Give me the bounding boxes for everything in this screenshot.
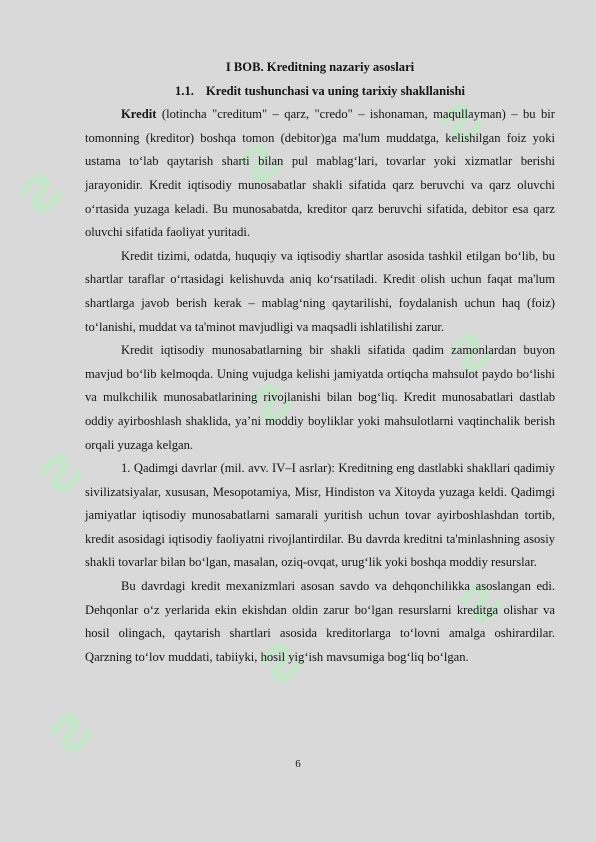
watermark-logo: ꙅ <box>230 355 314 439</box>
paragraph <box>85 103 555 245</box>
paragraph <box>85 339 555 457</box>
watermark-logo: ꙅ <box>20 425 104 509</box>
paragraph <box>85 245 555 339</box>
watermark-logo: ꙅ <box>420 75 504 159</box>
section-heading <box>85 80 555 104</box>
watermark-logo: ꙅ <box>0 145 84 229</box>
paragraph <box>85 575 555 669</box>
watermark-logo: ꙅ <box>430 305 514 389</box>
watermark-logo: ꙅ <box>240 615 324 699</box>
section-title: Kredit tushunchasi va uning tarixiy shakllanishi <box>205 83 465 98</box>
paragraph-text: Bu davrdagi kredit mexanizmlari asosan savdo va dehqonchilikka asoslangan edi. Dehqonlar o‘z yerlarida ekin ekishdan oldin zarur bo‘lgan resurslarni kreditga olishar va hosil olingach, qaytarish shartlari asosida kreditorlarga to‘lovni amalga oshirardilar. Qarzning to‘lov muddati, tabiiyki, hosil yig‘ish mavsumiga bog‘liq bo‘lgan. <box>85 579 555 664</box>
paragraph-lead-term: Kredit <box>121 107 157 122</box>
chapter-title: I BOB. Kreditning nazariy asoslari <box>225 60 415 74</box>
paragraph <box>85 457 555 575</box>
watermark-logo: ꙅ <box>440 555 524 639</box>
watermark-logo: ꙅ <box>30 685 114 769</box>
watermark-logo: ꙅ <box>220 115 304 199</box>
paragraph-text: 1. Qadimgi davrlar (mil. avv. IV–I asrlar): Kreditning eng dastlabki shakllari qadimiy sivilizatsiyalar, xususan, Mesopotamiya, Misr, Hindiston va Xitoyda yuzaga keldi. Qadimgi jamiyatlar iqtisodiy munosabatlarni samarali yuritish uchun tovar ayirboshlashdan tortib, kredit asosidagi iqtisodiy faoliyatni rivojlantirdilar. Bu davrda kreditni ta'minlashning asosiy shakli tovarlar bilan bo‘lgan, masalan, oziq-ovqat, urug‘lik yoki boshqa moddiy resurslar. <box>85 461 555 570</box>
paragraph-text: Kredit tizimi, odatda, huquqiy va iqtisodiy shartlar asosida tashkil etilgan bo‘lib, bu shartlar taraflar o‘rtasidagi kelishuvda aniq ko‘rsatiladi. Kredit olish uchun faqat ma'lum shartlarga javob berish kerak – mablag‘ning qaytarilishi, foydalanish uchun haq (foiz) to‘lanishi, muddat va ta'minot mavjudligi va maqsadli ishlatilishi zarur. <box>85 248 555 334</box>
paragraph-text: Kredit iqtisodiy munosabatlarning bir shakli sifatida qadim zamonlardan buyon mavjud bo‘lib kelmoqda. Uning vujudga kelishi jamiyatda ortiqcha mahsulot paydo bo‘lishi va mulkchilik munosabatlarining rivojlanishi bilan bog‘liq. Kredit munosabatlari dastlab oddiy ayirboshlash shaklida, ya’ni moddiy boyliklar yoki mahsulotlarni vaqtinchalik berish orqali yuzaga kelgan. <box>85 343 555 452</box>
document-page <box>85 56 555 669</box>
page-number: 6 <box>295 758 301 770</box>
section-number: 1.1. <box>175 83 194 98</box>
paragraph-text: (lotincha "creditum" – qarz, "credo" – ishonaman, maqullayman) – bu bir tomonning (kreditor) boshqa tomon (debitor)ga ma'lum muddatga, kelishilgan foiz yoki ustama to‘lab qaytarish sharti bilan pul mablag‘lari, tovarlar yoki xizmatlar berishi jarayonidir. Kredit iqtisodiy munosabatlar shakli sifatida qarz beruvchi va qarz oluvchi o‘rtasida yuzaga keladi. Bu munosabatda, kreditor qarz beruvchi sifatida, debitor esa qarz oluvchi sifatida faoliyat yuritadi. <box>85 107 555 240</box>
